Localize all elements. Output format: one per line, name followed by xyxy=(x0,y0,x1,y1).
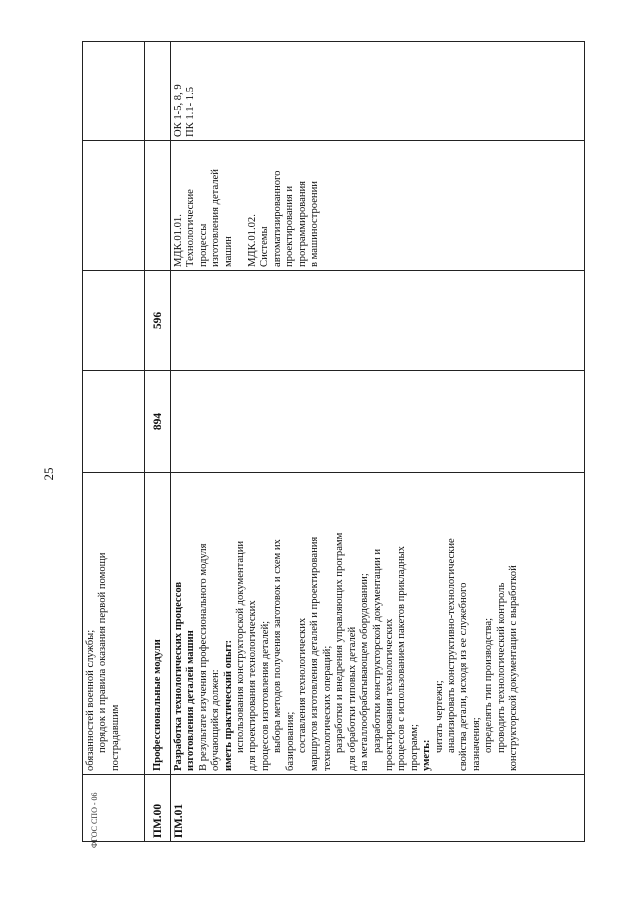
competence-line: ОК 1-5, 8, 9 xyxy=(173,84,184,137)
curriculum-table xyxy=(82,41,585,842)
footer-code: ФГОС СПО - 06 xyxy=(90,792,99,848)
text-line: составления технологических xyxy=(297,617,309,753)
hours-obligatory-cell xyxy=(83,271,145,371)
text-line: для проектирования технологических xyxy=(247,600,259,771)
text-line: процессов с использованием пакетов прикладных xyxy=(396,546,408,771)
table-row xyxy=(145,42,171,842)
text-line: использования конструкторской документации xyxy=(235,540,247,753)
text-line: определять тип производства; xyxy=(483,617,495,753)
text-line: разработки конструкторской документации и xyxy=(371,548,383,753)
code-cell xyxy=(83,775,145,842)
text-line: обучающийся должен: xyxy=(210,669,222,771)
competences-cell xyxy=(83,42,145,141)
mdk-line: программирования xyxy=(296,180,308,267)
text-line: проводить технологический контроль xyxy=(495,582,507,753)
text-line: В результате изучения профессионального модуля xyxy=(197,543,209,771)
text-line: обязанностей военной службы; xyxy=(85,629,96,771)
competences-cell xyxy=(145,42,171,141)
text-line: проектирования технологических xyxy=(383,618,395,771)
section-title: Профессиональные модули xyxy=(145,473,171,775)
text-line: назначения; xyxy=(470,717,482,771)
hours-obligatory: 596 xyxy=(145,271,171,371)
text-line: на металлообрабатывающем оборудовании; xyxy=(359,573,371,771)
text-line: пострадавшим xyxy=(109,704,121,771)
hours-total-cell xyxy=(171,371,585,473)
text-line: анализировать конструктивно-технологические xyxy=(445,538,457,753)
page-number: 25 xyxy=(41,467,56,481)
curriculum-table-frame xyxy=(82,42,591,842)
text-line: порядок и правила оказания первой помощи xyxy=(97,552,109,753)
text-line: для обработки типовых деталей xyxy=(346,626,358,771)
text-line: конструкторской документации с выработкой xyxy=(507,565,519,771)
section-code: ПМ.00 xyxy=(145,775,171,842)
table-row xyxy=(83,42,145,842)
mdk-line: изготовления деталей xyxy=(210,169,222,267)
module-title-line: Разработка технологических процессов xyxy=(173,581,184,771)
mdk-cell xyxy=(171,141,585,271)
mdk-line: МДК.01.02. xyxy=(247,214,259,267)
mdk-line: машин xyxy=(222,236,234,267)
text-line: разработки и внедрения управляющих программ xyxy=(334,532,346,753)
text-line: базирования; xyxy=(284,711,296,771)
mdk-line: МДК.01.01. xyxy=(173,214,184,267)
mdk-line: автоматизированного xyxy=(271,170,283,267)
rotated-page-content xyxy=(82,42,591,842)
mdk-cell xyxy=(83,141,145,271)
text-line: выбора методов получения заготовок и схем их xyxy=(272,539,284,753)
text-line: маршрутов изготовления деталей и проектирования xyxy=(309,536,321,771)
text-line: свойства детали, исходя из ее служебного xyxy=(458,582,470,771)
module-content-cell xyxy=(171,473,585,775)
mdk-line: проектирования и xyxy=(284,185,296,267)
content-cell xyxy=(83,473,145,775)
spacer xyxy=(235,144,247,267)
mdk-line: в машиностроении xyxy=(309,181,321,267)
text-line: процессов изготовления деталей; xyxy=(259,620,271,771)
mdk-cell xyxy=(145,141,171,271)
hours-total: 894 xyxy=(145,371,171,473)
text-line: программ; xyxy=(408,724,420,771)
mdk-line: процессы xyxy=(197,223,209,267)
mdk-line: Технологические xyxy=(185,189,197,267)
competence-line: ПК 1.1- 1.5 xyxy=(185,86,197,137)
mdk-line: Системы xyxy=(259,226,271,267)
hours-obligatory-cell xyxy=(171,271,585,371)
hours-total-cell xyxy=(83,371,145,473)
experience-heading: иметь практический опыт: xyxy=(222,639,234,771)
module-title-line: изготовления деталей машин xyxy=(185,630,197,771)
text-line: читать чертежи; xyxy=(433,680,445,753)
skills-heading: уметь: xyxy=(421,739,433,771)
table-row xyxy=(171,42,585,842)
text-line: технологических операций; xyxy=(321,645,333,771)
competences-cell xyxy=(171,42,585,141)
module-code: ПМ.01 xyxy=(171,775,585,842)
